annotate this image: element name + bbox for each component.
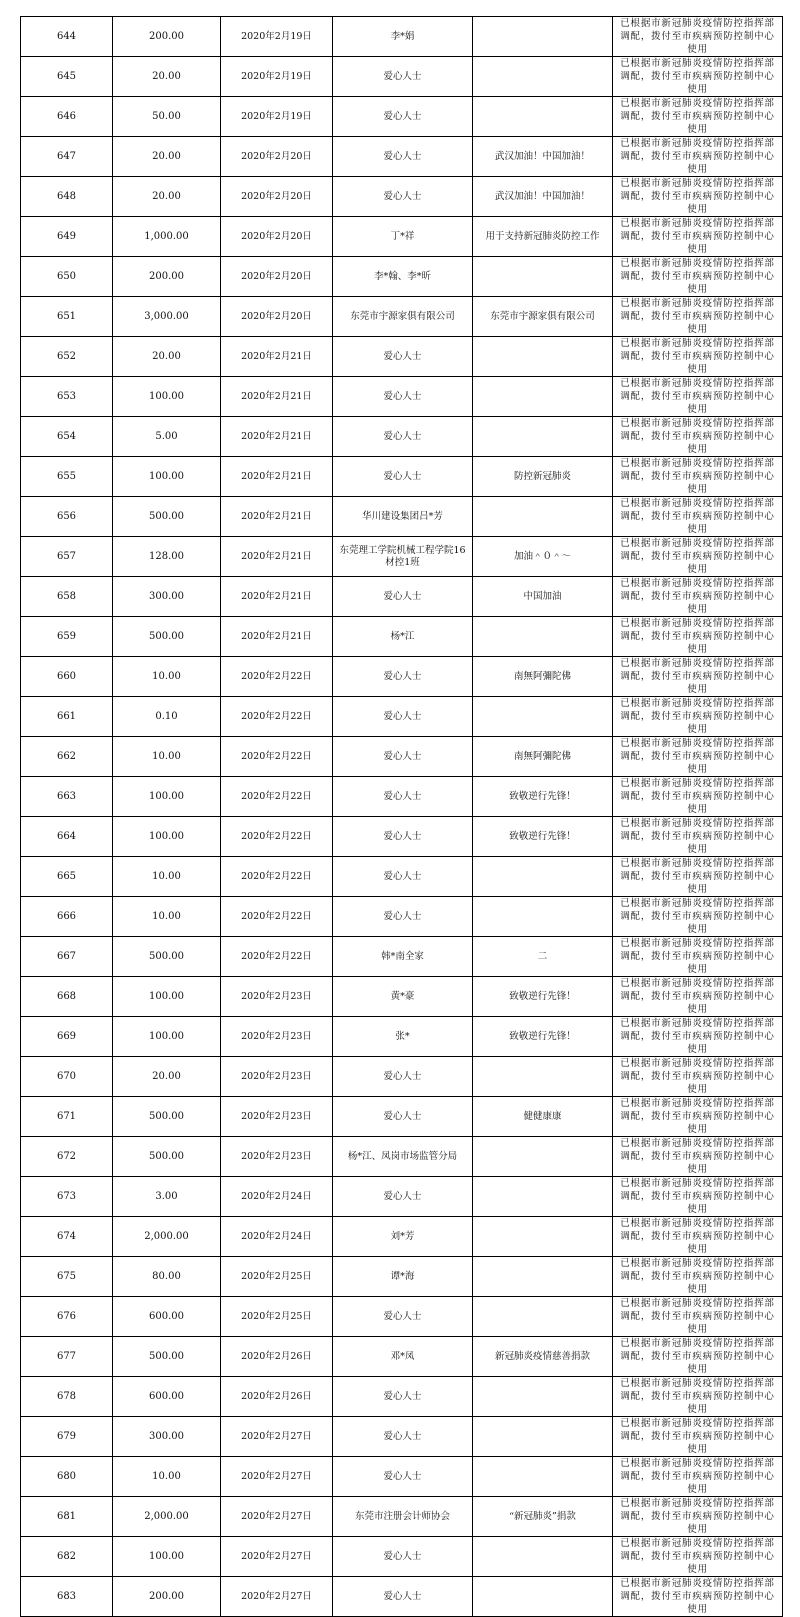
row-number: 664 (21, 817, 113, 857)
donation-date: 2020年2月20日 (221, 177, 333, 217)
donor-message (473, 1377, 613, 1417)
row-number: 683 (21, 1577, 113, 1617)
donor-name: 爱心人士 (333, 177, 473, 217)
donor-message (473, 1137, 613, 1177)
donation-amount: 500.00 (113, 937, 221, 977)
donation-date: 2020年2月21日 (221, 457, 333, 497)
donation-amount: 100.00 (113, 377, 221, 417)
row-number: 677 (21, 1337, 113, 1377)
allocation-remark: 已根据市新冠肺炎疫情防控指挥部调配，拨付至市疾病预防控制中心使用 (613, 977, 783, 1017)
donation-date: 2020年2月27日 (221, 1417, 333, 1457)
donor-message: 加油＾０＾～ (473, 537, 613, 577)
row-number: 649 (21, 217, 113, 257)
donation-amount: 200.00 (113, 17, 221, 57)
donation-amount: 20.00 (113, 137, 221, 177)
donation-date: 2020年2月21日 (221, 497, 333, 537)
donation-date: 2020年2月20日 (221, 297, 333, 337)
row-number: 667 (21, 937, 113, 977)
donor-message (473, 1257, 613, 1297)
donor-name: 杨*江、凤岗市场监管分局 (333, 1137, 473, 1177)
row-number: 669 (21, 1017, 113, 1057)
allocation-remark: 已根据市新冠肺炎疫情防控指挥部调配，拨付至市疾病预防控制中心使用 (613, 1137, 783, 1177)
donation-amount: 100.00 (113, 777, 221, 817)
donor-name: 爱心人士 (333, 377, 473, 417)
table-row (21, 937, 783, 977)
donor-message (473, 617, 613, 657)
donor-message (473, 1457, 613, 1497)
table-row (21, 737, 783, 777)
donor-name: 爱心人士 (333, 1377, 473, 1417)
donor-message: 南無阿彌陀佛 (473, 737, 613, 777)
donor-name: 邓*凤 (333, 1337, 473, 1377)
donation-date: 2020年2月26日 (221, 1377, 333, 1417)
donation-amount: 10.00 (113, 657, 221, 697)
donation-date: 2020年2月19日 (221, 57, 333, 97)
donation-amount: 3.00 (113, 1177, 221, 1217)
donation-amount: 10.00 (113, 897, 221, 937)
table-row (21, 577, 783, 617)
donation-amount: 500.00 (113, 497, 221, 537)
table-row (21, 17, 783, 57)
allocation-remark: 已根据市新冠肺炎疫情防控指挥部调配，拨付至市疾病预防控制中心使用 (613, 857, 783, 897)
allocation-remark: 已根据市新冠肺炎疫情防控指挥部调配，拨付至市疾病预防控制中心使用 (613, 17, 783, 57)
donor-name: 东莞市注册会计师协会 (333, 1497, 473, 1537)
donor-message: 用于支持新冠肺炎防控工作 (473, 217, 613, 257)
row-number: 650 (21, 257, 113, 297)
donation-amount: 500.00 (113, 1137, 221, 1177)
table-row (21, 97, 783, 137)
table-row (21, 777, 783, 817)
table-row (21, 1137, 783, 1177)
donor-message: 武汉加油！中国加油！ (473, 137, 613, 177)
allocation-remark: 已根据市新冠肺炎疫情防控指挥部调配，拨付至市疾病预防控制中心使用 (613, 537, 783, 577)
table-row (21, 697, 783, 737)
table-row (21, 1057, 783, 1097)
donor-message (473, 97, 613, 137)
donation-amount: 500.00 (113, 617, 221, 657)
donation-date: 2020年2月25日 (221, 1257, 333, 1297)
donor-message (473, 1057, 613, 1097)
donation-date: 2020年2月21日 (221, 577, 333, 617)
table-row (21, 1537, 783, 1577)
donation-amount: 20.00 (113, 57, 221, 97)
allocation-remark: 已根据市新冠肺炎疫情防控指挥部调配，拨付至市疾病预防控制中心使用 (613, 577, 783, 617)
row-number: 644 (21, 17, 113, 57)
row-number: 682 (21, 1537, 113, 1577)
donation-date: 2020年2月21日 (221, 337, 333, 377)
donor-message (473, 857, 613, 897)
table-row (21, 337, 783, 377)
donation-date: 2020年2月22日 (221, 857, 333, 897)
donation-amount: 600.00 (113, 1297, 221, 1337)
row-number: 657 (21, 537, 113, 577)
allocation-remark: 已根据市新冠肺炎疫情防控指挥部调配，拨付至市疾病预防控制中心使用 (613, 377, 783, 417)
donation-date: 2020年2月22日 (221, 897, 333, 937)
donation-date: 2020年2月27日 (221, 1537, 333, 1577)
donation-amount: 300.00 (113, 577, 221, 617)
row-number: 654 (21, 417, 113, 457)
donor-name: 谭*海 (333, 1257, 473, 1297)
donation-table-body (21, 17, 783, 1617)
table-row (21, 297, 783, 337)
allocation-remark: 已根据市新冠肺炎疫情防控指挥部调配，拨付至市疾病预防控制中心使用 (613, 1177, 783, 1217)
allocation-remark: 已根据市新冠肺炎疫情防控指挥部调配，拨付至市疾病预防控制中心使用 (613, 657, 783, 697)
donor-message (473, 257, 613, 297)
donation-amount: 500.00 (113, 1337, 221, 1377)
donor-name: 爱心人士 (333, 857, 473, 897)
donor-name: 爱心人士 (333, 1057, 473, 1097)
row-number: 680 (21, 1457, 113, 1497)
table-row (21, 1417, 783, 1457)
row-number: 646 (21, 97, 113, 137)
donation-date: 2020年2月27日 (221, 1577, 333, 1617)
donor-name: 东莞理工学院机械工程学院16材控1班 (333, 537, 473, 577)
allocation-remark: 已根据市新冠肺炎疫情防控指挥部调配，拨付至市疾病预防控制中心使用 (613, 217, 783, 257)
donation-date: 2020年2月25日 (221, 1297, 333, 1337)
donation-date: 2020年2月21日 (221, 417, 333, 457)
allocation-remark: 已根据市新冠肺炎疫情防控指挥部调配，拨付至市疾病预防控制中心使用 (613, 817, 783, 857)
donor-message: 致敬逆行先锋！ (473, 1017, 613, 1057)
donor-message (473, 17, 613, 57)
donation-amount: 5.00 (113, 417, 221, 457)
donor-name: 东莞市宇源家俱有限公司 (333, 297, 473, 337)
table-row (21, 417, 783, 457)
donation-date: 2020年2月21日 (221, 377, 333, 417)
donor-message: “新冠肺炎”捐款 (473, 1497, 613, 1537)
allocation-remark: 已根据市新冠肺炎疫情防控指挥部调配，拨付至市疾病预防控制中心使用 (613, 177, 783, 217)
row-number: 661 (21, 697, 113, 737)
donor-name: 爱心人士 (333, 817, 473, 857)
table-row (21, 137, 783, 177)
donation-date: 2020年2月22日 (221, 657, 333, 697)
allocation-remark: 已根据市新冠肺炎疫情防控指挥部调配，拨付至市疾病预防控制中心使用 (613, 1417, 783, 1457)
donor-message (473, 377, 613, 417)
donation-date: 2020年2月19日 (221, 97, 333, 137)
donor-message (473, 57, 613, 97)
row-number: 671 (21, 1097, 113, 1137)
donation-date: 2020年2月23日 (221, 1097, 333, 1137)
donor-message (473, 1577, 613, 1617)
donation-amount: 2,000.00 (113, 1497, 221, 1537)
donation-date: 2020年2月24日 (221, 1177, 333, 1217)
allocation-remark: 已根据市新冠肺炎疫情防控指挥部调配，拨付至市疾病预防控制中心使用 (613, 337, 783, 377)
table-row (21, 457, 783, 497)
allocation-remark: 已根据市新冠肺炎疫情防控指挥部调配，拨付至市疾病预防控制中心使用 (613, 497, 783, 537)
donation-amount: 10.00 (113, 857, 221, 897)
table-row (21, 1297, 783, 1337)
donation-amount: 100.00 (113, 457, 221, 497)
row-number: 653 (21, 377, 113, 417)
allocation-remark: 已根据市新冠肺炎疫情防控指挥部调配，拨付至市疾病预防控制中心使用 (613, 1097, 783, 1137)
allocation-remark: 已根据市新冠肺炎疫情防控指挥部调配，拨付至市疾病预防控制中心使用 (613, 737, 783, 777)
donor-name: 爱心人士 (333, 897, 473, 937)
donor-name: 爱心人士 (333, 57, 473, 97)
donation-amount: 500.00 (113, 1097, 221, 1137)
allocation-remark: 已根据市新冠肺炎疫情防控指挥部调配，拨付至市疾病预防控制中心使用 (613, 257, 783, 297)
donation-date: 2020年2月23日 (221, 1057, 333, 1097)
allocation-remark: 已根据市新冠肺炎疫情防控指挥部调配，拨付至市疾病预防控制中心使用 (613, 457, 783, 497)
table-row (21, 617, 783, 657)
allocation-remark: 已根据市新冠肺炎疫情防控指挥部调配，拨付至市疾病预防控制中心使用 (613, 1377, 783, 1417)
allocation-remark: 已根据市新冠肺炎疫情防控指挥部调配，拨付至市疾病预防控制中心使用 (613, 937, 783, 977)
allocation-remark: 已根据市新冠肺炎疫情防控指挥部调配，拨付至市疾病预防控制中心使用 (613, 897, 783, 937)
donor-name: 黄*豪 (333, 977, 473, 1017)
donor-name: 爱心人士 (333, 1537, 473, 1577)
donor-message (473, 897, 613, 937)
allocation-remark: 已根据市新冠肺炎疫情防控指挥部调配，拨付至市疾病预防控制中心使用 (613, 1057, 783, 1097)
row-number: 663 (21, 777, 113, 817)
donation-date: 2020年2月23日 (221, 1137, 333, 1177)
donation-table (20, 16, 783, 1617)
donor-name: 韩*南全家 (333, 937, 473, 977)
table-row (21, 57, 783, 97)
row-number: 648 (21, 177, 113, 217)
table-row (21, 977, 783, 1017)
donor-message (473, 1297, 613, 1337)
table-row (21, 257, 783, 297)
table-row (21, 537, 783, 577)
row-number: 666 (21, 897, 113, 937)
donation-date: 2020年2月24日 (221, 1217, 333, 1257)
donor-name: 爱心人士 (333, 1457, 473, 1497)
donation-amount: 20.00 (113, 1057, 221, 1097)
donor-name: 爱心人士 (333, 1417, 473, 1457)
allocation-remark: 已根据市新冠肺炎疫情防控指挥部调配，拨付至市疾病预防控制中心使用 (613, 1577, 783, 1617)
row-number: 673 (21, 1177, 113, 1217)
donor-name: 李*娟 (333, 17, 473, 57)
donation-date: 2020年2月23日 (221, 977, 333, 1017)
table-row (21, 817, 783, 857)
donor-message: 防控新冠肺炎 (473, 457, 613, 497)
row-number: 659 (21, 617, 113, 657)
allocation-remark: 已根据市新冠肺炎疫情防控指挥部调配，拨付至市疾病预防控制中心使用 (613, 1297, 783, 1337)
allocation-remark: 已根据市新冠肺炎疫情防控指挥部调配，拨付至市疾病预防控制中心使用 (613, 1337, 783, 1377)
donation-date: 2020年2月21日 (221, 537, 333, 577)
donor-name: 张* (333, 1017, 473, 1057)
donor-message (473, 337, 613, 377)
table-row (21, 497, 783, 537)
table-row (21, 657, 783, 697)
row-number: 674 (21, 1217, 113, 1257)
donation-amount: 1,000.00 (113, 217, 221, 257)
row-number: 647 (21, 137, 113, 177)
donation-date: 2020年2月22日 (221, 817, 333, 857)
donor-message: 东莞市宇源家俱有限公司 (473, 297, 613, 337)
donation-date: 2020年2月22日 (221, 737, 333, 777)
donor-message (473, 497, 613, 537)
donor-name: 爱心人士 (333, 657, 473, 697)
allocation-remark: 已根据市新冠肺炎疫情防控指挥部调配，拨付至市疾病预防控制中心使用 (613, 1257, 783, 1297)
donor-name: 爱心人士 (333, 577, 473, 617)
donor-message (473, 1537, 613, 1577)
donor-name: 爱心人士 (333, 697, 473, 737)
table-row (21, 1177, 783, 1217)
donor-message (473, 1177, 613, 1217)
donation-date: 2020年2月21日 (221, 617, 333, 657)
allocation-remark: 已根据市新冠肺炎疫情防控指挥部调配，拨付至市疾病预防控制中心使用 (613, 417, 783, 457)
donor-name: 爱心人士 (333, 137, 473, 177)
row-number: 670 (21, 1057, 113, 1097)
table-row (21, 1377, 783, 1417)
table-row (21, 1337, 783, 1377)
donation-amount: 300.00 (113, 1417, 221, 1457)
donor-name: 爱心人士 (333, 1577, 473, 1617)
allocation-remark: 已根据市新冠肺炎疫情防控指挥部调配，拨付至市疾病预防控制中心使用 (613, 617, 783, 657)
donor-message: 武汉加油！中国加油！ (473, 177, 613, 217)
donor-message: 中国加油 (473, 577, 613, 617)
row-number: 655 (21, 457, 113, 497)
donation-date: 2020年2月22日 (221, 937, 333, 977)
donor-message: 健健康康 (473, 1097, 613, 1137)
donor-name: 爱心人士 (333, 457, 473, 497)
donation-date: 2020年2月19日 (221, 17, 333, 57)
row-number: 668 (21, 977, 113, 1017)
donor-message (473, 697, 613, 737)
donor-name: 刘*芳 (333, 1217, 473, 1257)
table-row (21, 1577, 783, 1617)
donation-date: 2020年2月20日 (221, 257, 333, 297)
donor-message (473, 417, 613, 457)
row-number: 656 (21, 497, 113, 537)
donation-amount: 3,000.00 (113, 297, 221, 337)
row-number: 679 (21, 1417, 113, 1457)
row-number: 681 (21, 1497, 113, 1537)
donation-amount: 128.00 (113, 537, 221, 577)
table-row (21, 1017, 783, 1057)
allocation-remark: 已根据市新冠肺炎疫情防控指挥部调配，拨付至市疾病预防控制中心使用 (613, 1537, 783, 1577)
allocation-remark: 已根据市新冠肺炎疫情防控指挥部调配，拨付至市疾病预防控制中心使用 (613, 777, 783, 817)
donation-amount: 2,000.00 (113, 1217, 221, 1257)
donation-amount: 0.10 (113, 697, 221, 737)
table-row (21, 377, 783, 417)
donor-message: 二 (473, 937, 613, 977)
donation-date: 2020年2月27日 (221, 1457, 333, 1497)
allocation-remark: 已根据市新冠肺炎疫情防控指挥部调配，拨付至市疾病预防控制中心使用 (613, 1457, 783, 1497)
donor-message: 新冠肺炎疫情慈善捐款 (473, 1337, 613, 1377)
allocation-remark: 已根据市新冠肺炎疫情防控指挥部调配，拨付至市疾病预防控制中心使用 (613, 1497, 783, 1537)
allocation-remark: 已根据市新冠肺炎疫情防控指挥部调配，拨付至市疾病预防控制中心使用 (613, 1017, 783, 1057)
donation-date: 2020年2月26日 (221, 1337, 333, 1377)
allocation-remark: 已根据市新冠肺炎疫情防控指挥部调配，拨付至市疾病预防控制中心使用 (613, 697, 783, 737)
donor-name: 爱心人士 (333, 417, 473, 457)
donor-name: 爱心人士 (333, 337, 473, 377)
donation-amount: 100.00 (113, 1537, 221, 1577)
donor-name: 爱心人士 (333, 777, 473, 817)
row-number: 662 (21, 737, 113, 777)
row-number: 672 (21, 1137, 113, 1177)
table-row (21, 857, 783, 897)
donation-date: 2020年2月27日 (221, 1497, 333, 1537)
donation-amount: 50.00 (113, 97, 221, 137)
row-number: 676 (21, 1297, 113, 1337)
row-number: 652 (21, 337, 113, 377)
donor-name: 爱心人士 (333, 737, 473, 777)
table-row (21, 1497, 783, 1537)
donation-date: 2020年2月23日 (221, 1017, 333, 1057)
donation-amount: 80.00 (113, 1257, 221, 1297)
donor-name: 爱心人士 (333, 1097, 473, 1137)
row-number: 678 (21, 1377, 113, 1417)
table-row (21, 1457, 783, 1497)
donor-message (473, 1217, 613, 1257)
donor-message: 致敬逆行先锋！ (473, 777, 613, 817)
donation-date: 2020年2月22日 (221, 697, 333, 737)
donation-amount: 100.00 (113, 1017, 221, 1057)
donation-amount: 200.00 (113, 257, 221, 297)
donation-amount: 200.00 (113, 1577, 221, 1617)
donation-amount: 600.00 (113, 1377, 221, 1417)
donor-name: 爱心人士 (333, 1177, 473, 1217)
table-row (21, 1257, 783, 1297)
row-number: 651 (21, 297, 113, 337)
donor-message (473, 1417, 613, 1457)
allocation-remark: 已根据市新冠肺炎疫情防控指挥部调配，拨付至市疾病预防控制中心使用 (613, 97, 783, 137)
donor-name: 杨*江 (333, 617, 473, 657)
row-number: 658 (21, 577, 113, 617)
allocation-remark: 已根据市新冠肺炎疫情防控指挥部调配，拨付至市疾病预防控制中心使用 (613, 297, 783, 337)
table-row (21, 1217, 783, 1257)
table-row (21, 177, 783, 217)
donation-date: 2020年2月20日 (221, 137, 333, 177)
donation-amount: 100.00 (113, 817, 221, 857)
row-number: 645 (21, 57, 113, 97)
row-number: 660 (21, 657, 113, 697)
row-number: 675 (21, 1257, 113, 1297)
row-number: 665 (21, 857, 113, 897)
donation-date: 2020年2月22日 (221, 777, 333, 817)
donor-message: 致敬逆行先锋！ (473, 817, 613, 857)
donation-amount: 10.00 (113, 1457, 221, 1497)
donor-message: 致敬逆行先锋！ (473, 977, 613, 1017)
donor-name: 李*翰、李*昕 (333, 257, 473, 297)
table-row (21, 897, 783, 937)
donation-amount: 20.00 (113, 337, 221, 377)
donor-name: 丁*祥 (333, 217, 473, 257)
allocation-remark: 已根据市新冠肺炎疫情防控指挥部调配，拨付至市疾病预防控制中心使用 (613, 1217, 783, 1257)
donation-amount: 100.00 (113, 977, 221, 1017)
donor-name: 爱心人士 (333, 1297, 473, 1337)
allocation-remark: 已根据市新冠肺炎疫情防控指挥部调配，拨付至市疾病预防控制中心使用 (613, 137, 783, 177)
allocation-remark: 已根据市新冠肺炎疫情防控指挥部调配，拨付至市疾病预防控制中心使用 (613, 57, 783, 97)
donation-date: 2020年2月20日 (221, 217, 333, 257)
donor-message: 南無阿彌陀佛 (473, 657, 613, 697)
donor-name: 爱心人士 (333, 97, 473, 137)
donation-amount: 20.00 (113, 177, 221, 217)
table-row (21, 217, 783, 257)
donation-amount: 10.00 (113, 737, 221, 777)
donor-name: 华川建设集团吕*芳 (333, 497, 473, 537)
